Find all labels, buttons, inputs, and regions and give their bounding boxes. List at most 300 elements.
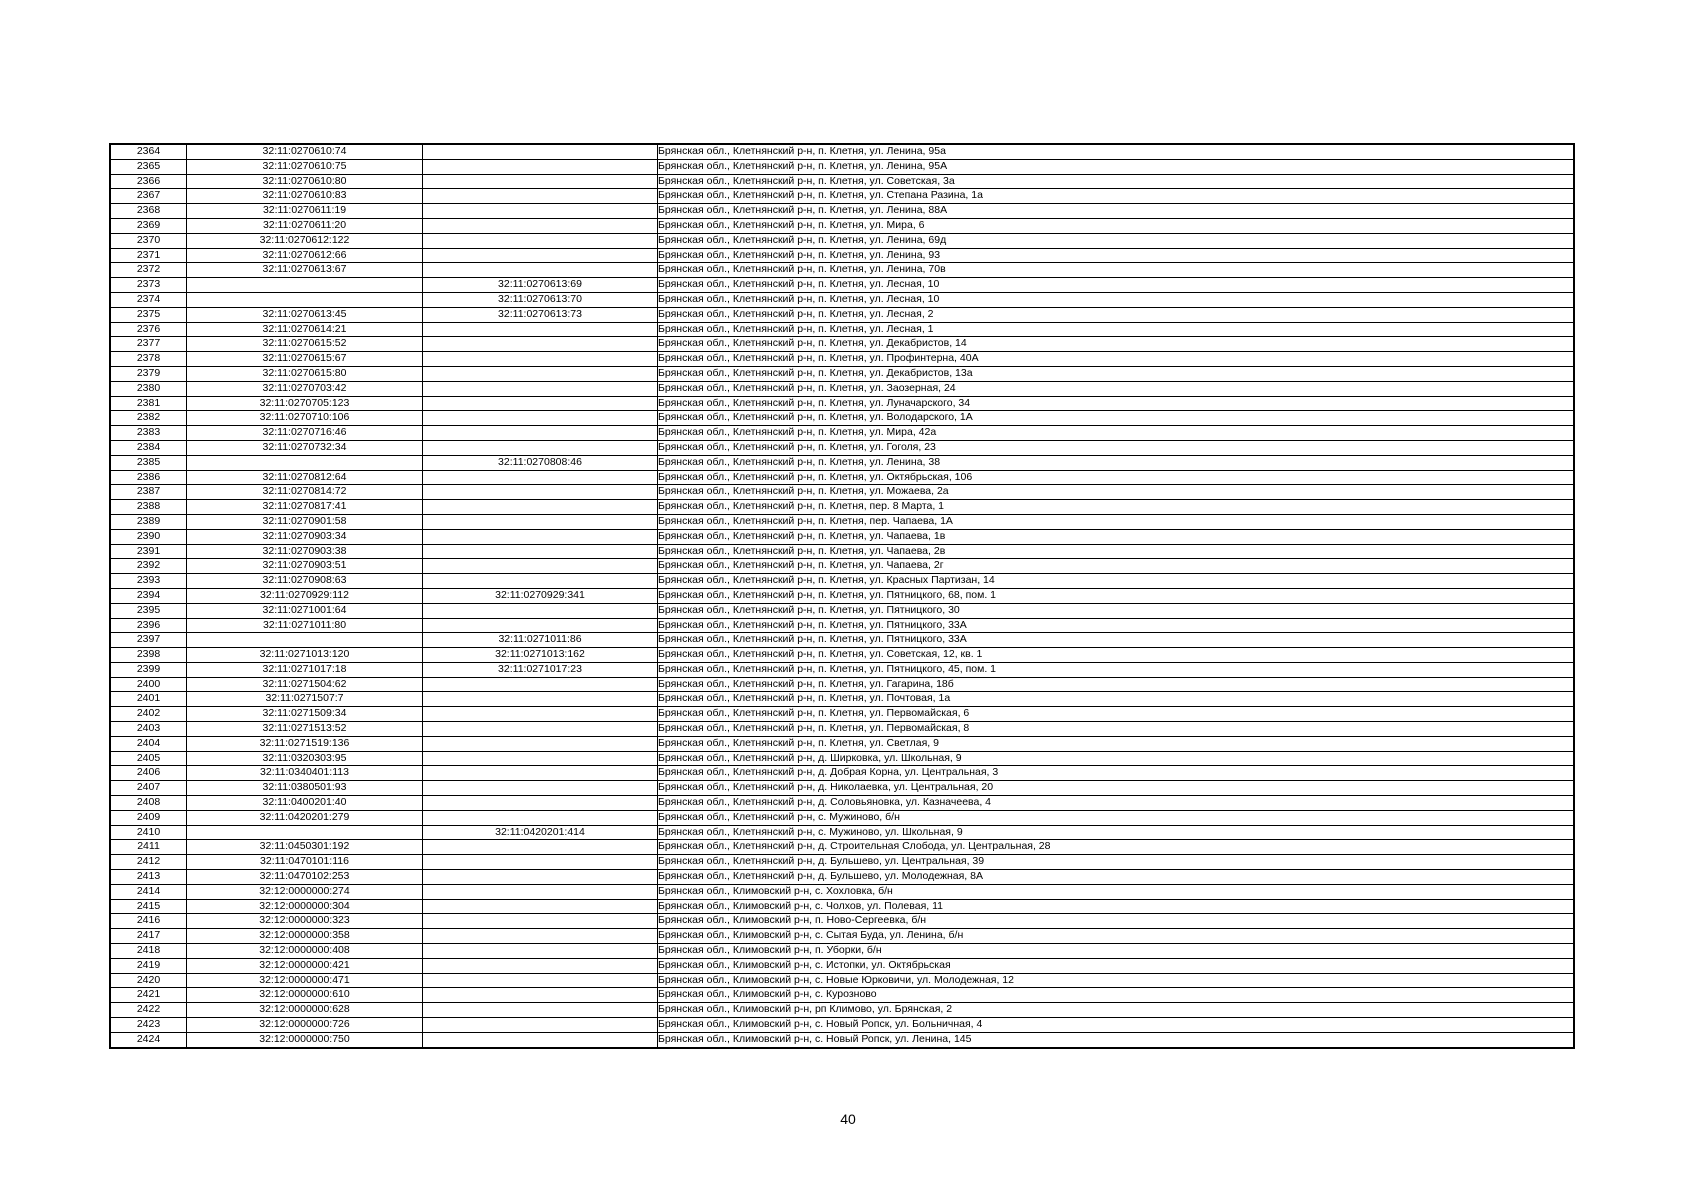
- table-row: [110, 825, 1574, 840]
- table-row: [110, 204, 1574, 219]
- related-cadastral-number-cell: [423, 366, 658, 381]
- table-row: [110, 278, 1574, 293]
- cadastral-number-cell: 32:11:0271013:120: [187, 648, 423, 663]
- table-row: [110, 929, 1574, 944]
- row-number-cell: 2405: [110, 751, 187, 766]
- table-row: [110, 352, 1574, 367]
- address-cell: Брянская обл., Клетнянский р-н, п. Клетня, ул. Декабристов, 13а: [658, 366, 1575, 381]
- cadastral-number-cell: 32:11:0270814:72: [187, 485, 423, 500]
- related-cadastral-number-cell: [423, 411, 658, 426]
- cadastral-number-cell: 32:11:0270615:80: [187, 366, 423, 381]
- address-cell: Брянская обл., Клетнянский р-н, п. Клетня, ул. Почтовая, 1а: [658, 692, 1575, 707]
- cadastral-number-cell: 32:12:0000000:358: [187, 929, 423, 944]
- table-row: [110, 588, 1574, 603]
- row-number-cell: 2385: [110, 455, 187, 470]
- cadastral-number-cell: 32:11:0270611:19: [187, 204, 423, 219]
- table-row: [110, 677, 1574, 692]
- table-row: [110, 470, 1574, 485]
- row-number-cell: 2423: [110, 1018, 187, 1033]
- related-cadastral-number-cell: [423, 618, 658, 633]
- table-row: [110, 1032, 1574, 1047]
- address-cell: Брянская обл., Клетнянский р-н, п. Клетня, ул. Пятницкого, 33А: [658, 618, 1575, 633]
- address-cell: Брянская обл., Клетнянский р-н, п. Клетня, пер. Чапаева, 1А: [658, 514, 1575, 529]
- cadastral-number-cell: [187, 292, 423, 307]
- related-cadastral-number-cell: [423, 1018, 658, 1033]
- address-cell: Брянская обл., Клетнянский р-н, с. Мужиново, ул. Школьная, 9: [658, 825, 1575, 840]
- row-number-cell: 2414: [110, 884, 187, 899]
- related-cadastral-number-cell: [423, 174, 658, 189]
- row-number-cell: 2392: [110, 559, 187, 574]
- address-cell: Брянская обл., Климовский р-н, с. Новый Ропск, ул. Ленина, 145: [658, 1032, 1575, 1047]
- address-cell: Брянская обл., Климовский р-н, рп Климово, ул. Брянская, 2: [658, 1003, 1575, 1018]
- cadastral-number-cell: 32:11:0271001:64: [187, 603, 423, 618]
- related-cadastral-number-cell: [423, 337, 658, 352]
- table-row: [110, 988, 1574, 1003]
- row-number-cell: 2424: [110, 1032, 187, 1047]
- table-row: [110, 233, 1574, 248]
- row-number-cell: 2419: [110, 958, 187, 973]
- row-number-cell: 2367: [110, 189, 187, 204]
- table-row: [110, 263, 1574, 278]
- row-number-cell: 2398: [110, 648, 187, 663]
- table-row: [110, 426, 1574, 441]
- table-row: [110, 144, 1574, 159]
- cadastral-number-cell: [187, 455, 423, 470]
- row-number-cell: 2401: [110, 692, 187, 707]
- address-cell: Брянская обл., Клетнянский р-н, п. Клетня, ул. Лесная, 10: [658, 292, 1575, 307]
- related-cadastral-number-cell: 32:11:0271011:86: [423, 633, 658, 648]
- address-cell: Брянская обл., Клетнянский р-н, п. Клетня, ул. Лесная, 1: [658, 322, 1575, 337]
- table-row: [110, 796, 1574, 811]
- related-cadastral-number-cell: [423, 514, 658, 529]
- related-cadastral-number-cell: [423, 1003, 658, 1018]
- address-cell: Брянская обл., Клетнянский р-н, п. Клетня, ул. Пятницкого, 33А: [658, 633, 1575, 648]
- cadastral-number-cell: 32:11:0270611:20: [187, 218, 423, 233]
- address-cell: Брянская обл., Климовский р-н, с. Новые Юрковичи, ул. Молодежная, 12: [658, 973, 1575, 988]
- cadastral-number-cell: 32:11:0270612:122: [187, 233, 423, 248]
- table-row: [110, 174, 1574, 189]
- address-cell: Брянская обл., Климовский р-н, с. Чолхов, ул. Полевая, 11: [658, 899, 1575, 914]
- cadastral-number-cell: 32:11:0271504:62: [187, 677, 423, 692]
- related-cadastral-number-cell: [423, 248, 658, 263]
- related-cadastral-number-cell: [423, 529, 658, 544]
- related-cadastral-number-cell: [423, 781, 658, 796]
- related-cadastral-number-cell: [423, 914, 658, 929]
- related-cadastral-number-cell: 32:11:0420201:414: [423, 825, 658, 840]
- table-row: [110, 855, 1574, 870]
- row-number-cell: 2408: [110, 796, 187, 811]
- row-number-cell: 2364: [110, 144, 187, 159]
- related-cadastral-number-cell: 32:11:0270613:73: [423, 307, 658, 322]
- row-number-cell: 2406: [110, 766, 187, 781]
- row-number-cell: 2380: [110, 381, 187, 396]
- table-row: [110, 411, 1574, 426]
- cadastral-number-cell: 32:11:0470101:116: [187, 855, 423, 870]
- table-row: [110, 736, 1574, 751]
- table-row: [110, 944, 1574, 959]
- table-row: [110, 218, 1574, 233]
- address-cell: Брянская обл., Клетнянский р-н, п. Клетня, ул. Светлая, 9: [658, 736, 1575, 751]
- row-number-cell: 2402: [110, 707, 187, 722]
- address-cell: Брянская обл., Клетнянский р-н, п. Клетня, ул. Можаева, 2а: [658, 485, 1575, 500]
- cadastral-number-cell: 32:11:0470102:253: [187, 870, 423, 885]
- cadastral-number-cell: 32:11:0270615:67: [187, 352, 423, 367]
- related-cadastral-number-cell: [423, 810, 658, 825]
- row-number-cell: 2388: [110, 500, 187, 515]
- cadastral-number-cell: 32:11:0270610:75: [187, 159, 423, 174]
- related-cadastral-number-cell: [423, 574, 658, 589]
- cadastral-number-cell: 32:12:0000000:628: [187, 1003, 423, 1018]
- address-cell: Брянская обл., Клетнянский р-н, п. Клетня, ул. Луначарского, 34: [658, 396, 1575, 411]
- cadastral-number-cell: 32:11:0271509:34: [187, 707, 423, 722]
- cadastral-number-cell: 32:11:0270903:34: [187, 529, 423, 544]
- related-cadastral-number-cell: [423, 381, 658, 396]
- cadastral-number-cell: 32:11:0270614:21: [187, 322, 423, 337]
- related-cadastral-number-cell: [423, 204, 658, 219]
- related-cadastral-number-cell: [423, 263, 658, 278]
- address-cell: Брянская обл., Клетнянский р-н, п. Клетня, ул. Советская, 3а: [658, 174, 1575, 189]
- address-cell: Брянская обл., Клетнянский р-н, п. Клетня, ул. Лесная, 10: [658, 278, 1575, 293]
- table-row: [110, 307, 1574, 322]
- cadastral-number-cell: 32:12:0000000:726: [187, 1018, 423, 1033]
- related-cadastral-number-cell: [423, 796, 658, 811]
- table-row: [110, 381, 1574, 396]
- address-cell: Брянская обл., Клетнянский р-н, п. Клетня, ул. Чапаева, 2г: [658, 559, 1575, 574]
- table-row: [110, 870, 1574, 885]
- related-cadastral-number-cell: [423, 485, 658, 500]
- related-cadastral-number-cell: [423, 500, 658, 515]
- table-row: [110, 973, 1574, 988]
- related-cadastral-number-cell: [423, 692, 658, 707]
- cadastral-number-cell: [187, 278, 423, 293]
- registry-table-body: [110, 144, 1574, 1048]
- related-cadastral-number-cell: [423, 189, 658, 204]
- table-row: [110, 618, 1574, 633]
- address-cell: Брянская обл., Клетнянский р-н, п. Клетня, ул. Октябрьская, 106: [658, 470, 1575, 485]
- address-cell: Брянская обл., Клетнянский р-н, п. Клетня, ул. Пятницкого, 30: [658, 603, 1575, 618]
- cadastral-number-cell: 32:11:0270610:83: [187, 189, 423, 204]
- row-number-cell: 2384: [110, 440, 187, 455]
- related-cadastral-number-cell: [423, 855, 658, 870]
- row-number-cell: 2397: [110, 633, 187, 648]
- related-cadastral-number-cell: [423, 544, 658, 559]
- row-number-cell: 2379: [110, 366, 187, 381]
- related-cadastral-number-cell: [423, 722, 658, 737]
- row-number-cell: 2391: [110, 544, 187, 559]
- table-row: [110, 707, 1574, 722]
- row-number-cell: 2365: [110, 159, 187, 174]
- table-row: [110, 440, 1574, 455]
- cadastral-number-cell: 32:12:0000000:750: [187, 1032, 423, 1047]
- row-number-cell: 2374: [110, 292, 187, 307]
- row-number-cell: 2378: [110, 352, 187, 367]
- related-cadastral-number-cell: [423, 929, 658, 944]
- row-number-cell: 2412: [110, 855, 187, 870]
- cadastral-number-cell: 32:11:0271507:7: [187, 692, 423, 707]
- row-number-cell: 2376: [110, 322, 187, 337]
- address-cell: Брянская обл., Клетнянский р-н, п. Клетня, ул. Ленина, 70в: [658, 263, 1575, 278]
- address-cell: Брянская обл., Клетнянский р-н, п. Клетня, ул. Красных Партизан, 14: [658, 574, 1575, 589]
- address-cell: Брянская обл., Клетнянский р-н, п. Клетня, ул. Гагарина, 18б: [658, 677, 1575, 692]
- cadastral-number-cell: 32:11:0320303:95: [187, 751, 423, 766]
- cadastral-number-cell: 32:11:0271011:80: [187, 618, 423, 633]
- table-row: [110, 603, 1574, 618]
- address-cell: Брянская обл., Клетнянский р-н, д. Соловьяновка, ул. Казначеева, 4: [658, 796, 1575, 811]
- table-row: [110, 514, 1574, 529]
- row-number-cell: 2386: [110, 470, 187, 485]
- cadastral-number-cell: 32:11:0270901:58: [187, 514, 423, 529]
- address-cell: Брянская обл., Климовский р-н, с. Истопки, ул. Октябрьская: [658, 958, 1575, 973]
- table-row: [110, 648, 1574, 663]
- address-cell: Брянская обл., Климовский р-н, с. Новый Ропск, ул. Больничная, 4: [658, 1018, 1575, 1033]
- cadastral-number-cell: 32:11:0271513:52: [187, 722, 423, 737]
- cadastral-number-cell: 32:12:0000000:323: [187, 914, 423, 929]
- row-number-cell: 2369: [110, 218, 187, 233]
- cadastral-number-cell: 32:11:0270903:51: [187, 559, 423, 574]
- related-cadastral-number-cell: [423, 218, 658, 233]
- related-cadastral-number-cell: [423, 884, 658, 899]
- table-row: [110, 884, 1574, 899]
- address-cell: Брянская обл., Клетнянский р-н, п. Клетня, ул. Чапаева, 1в: [658, 529, 1575, 544]
- related-cadastral-number-cell: [423, 470, 658, 485]
- address-cell: Брянская обл., Клетнянский р-н, д. Бульшево, ул. Центральная, 39: [658, 855, 1575, 870]
- row-number-cell: 2394: [110, 588, 187, 603]
- row-number-cell: 2420: [110, 973, 187, 988]
- table-row: [110, 159, 1574, 174]
- related-cadastral-number-cell: [423, 559, 658, 574]
- table-row: [110, 544, 1574, 559]
- table-row: [110, 722, 1574, 737]
- cadastral-number-cell: 32:11:0340401:113: [187, 766, 423, 781]
- row-number-cell: 2415: [110, 899, 187, 914]
- row-number-cell: 2383: [110, 426, 187, 441]
- table-row: [110, 396, 1574, 411]
- row-number-cell: 2387: [110, 485, 187, 500]
- row-number-cell: 2368: [110, 204, 187, 219]
- related-cadastral-number-cell: [423, 751, 658, 766]
- row-number-cell: 2393: [110, 574, 187, 589]
- cadastral-number-cell: 32:11:0450301:192: [187, 840, 423, 855]
- cadastral-number-cell: 32:12:0000000:304: [187, 899, 423, 914]
- cadastral-number-cell: 32:11:0400201:40: [187, 796, 423, 811]
- cadastral-number-cell: [187, 633, 423, 648]
- row-number-cell: 2403: [110, 722, 187, 737]
- address-cell: Брянская обл., Клетнянский р-н, п. Клетня, ул. Чапаева, 2в: [658, 544, 1575, 559]
- row-number-cell: 2390: [110, 529, 187, 544]
- table-row: [110, 633, 1574, 648]
- cadastral-number-cell: 32:11:0270812:64: [187, 470, 423, 485]
- table-row: [110, 840, 1574, 855]
- related-cadastral-number-cell: [423, 840, 658, 855]
- cadastral-number-cell: 32:11:0420201:279: [187, 810, 423, 825]
- related-cadastral-number-cell: [423, 322, 658, 337]
- cadastral-number-cell: 32:11:0270929:112: [187, 588, 423, 603]
- related-cadastral-number-cell: [423, 677, 658, 692]
- cadastral-number-cell: 32:11:0271017:18: [187, 662, 423, 677]
- address-cell: Брянская обл., Климовский р-н, п. Ново-Сергеевка, б/н: [658, 914, 1575, 929]
- address-cell: Брянская обл., Клетнянский р-н, п. Клетня, ул. Пятницкого, 68, пом. 1: [658, 588, 1575, 603]
- cadastral-number-cell: 32:11:0271519:136: [187, 736, 423, 751]
- address-cell: Брянская обл., Клетнянский р-н, п. Клетня, ул. Профинтерна, 40А: [658, 352, 1575, 367]
- cadastral-number-cell: 32:11:0270732:34: [187, 440, 423, 455]
- cadastral-number-cell: 32:11:0270703:42: [187, 381, 423, 396]
- table-row: [110, 248, 1574, 263]
- address-cell: Брянская обл., Клетнянский р-н, п. Клетня, ул. Ленина, 95а: [658, 144, 1575, 159]
- table-row: [110, 1003, 1574, 1018]
- table-row: [110, 810, 1574, 825]
- address-cell: Брянская обл., Клетнянский р-н, с. Мужиново, б/н: [658, 810, 1575, 825]
- table-row: [110, 899, 1574, 914]
- related-cadastral-number-cell: [423, 973, 658, 988]
- cadastral-number-cell: 32:11:0270705:123: [187, 396, 423, 411]
- cadastral-number-cell: 32:11:0270615:52: [187, 337, 423, 352]
- table-row: [110, 751, 1574, 766]
- address-cell: Брянская обл., Клетнянский р-н, д. Строительная Слобода, ул. Центральная, 28: [658, 840, 1575, 855]
- row-number-cell: 2366: [110, 174, 187, 189]
- related-cadastral-number-cell: [423, 159, 658, 174]
- related-cadastral-number-cell: [423, 426, 658, 441]
- address-cell: Брянская обл., Климовский р-н, п. Уборки, б/н: [658, 944, 1575, 959]
- address-cell: Брянская обл., Клетнянский р-н, п. Клетня, ул. Мира, 42а: [658, 426, 1575, 441]
- cadastral-number-cell: 32:12:0000000:274: [187, 884, 423, 899]
- related-cadastral-number-cell: [423, 352, 658, 367]
- related-cadastral-number-cell: 32:11:0271013:162: [423, 648, 658, 663]
- address-cell: Брянская обл., Клетнянский р-н, п. Клетня, ул. Ленина, 69д: [658, 233, 1575, 248]
- address-cell: Брянская обл., Климовский р-н, с. Курозново: [658, 988, 1575, 1003]
- address-cell: Брянская обл., Клетнянский р-н, п. Клетня, ул. Первомайская, 8: [658, 722, 1575, 737]
- row-number-cell: 2395: [110, 603, 187, 618]
- row-number-cell: 2370: [110, 233, 187, 248]
- cadastral-number-cell: 32:11:0270613:67: [187, 263, 423, 278]
- row-number-cell: 2411: [110, 840, 187, 855]
- related-cadastral-number-cell: [423, 144, 658, 159]
- address-cell: Брянская обл., Клетнянский р-н, п. Клетня, ул. Пятницкого, 45, пом. 1: [658, 662, 1575, 677]
- property-registry-table: [109, 143, 1575, 1049]
- table-row: [110, 574, 1574, 589]
- table-row: [110, 322, 1574, 337]
- table-row: [110, 455, 1574, 470]
- row-number-cell: 2409: [110, 810, 187, 825]
- cadastral-number-cell: 32:11:0270908:63: [187, 574, 423, 589]
- related-cadastral-number-cell: [423, 707, 658, 722]
- table-row: [110, 485, 1574, 500]
- cadastral-number-cell: 32:11:0270610:74: [187, 144, 423, 159]
- related-cadastral-number-cell: [423, 944, 658, 959]
- address-cell: Брянская обл., Клетнянский р-н, п. Клетня, ул. Ленина, 93: [658, 248, 1575, 263]
- row-number-cell: 2421: [110, 988, 187, 1003]
- related-cadastral-number-cell: [423, 988, 658, 1003]
- row-number-cell: 2400: [110, 677, 187, 692]
- row-number-cell: 2377: [110, 337, 187, 352]
- row-number-cell: 2422: [110, 1003, 187, 1018]
- cadastral-number-cell: 32:11:0270612:66: [187, 248, 423, 263]
- table-row: [110, 766, 1574, 781]
- page-number: 40: [840, 1111, 856, 1127]
- table-row: [110, 1018, 1574, 1033]
- cadastral-number-cell: 32:12:0000000:471: [187, 973, 423, 988]
- related-cadastral-number-cell: [423, 958, 658, 973]
- address-cell: Брянская обл., Клетнянский р-н, д. Ширковка, ул. Школьная, 9: [658, 751, 1575, 766]
- row-number-cell: 2372: [110, 263, 187, 278]
- cadastral-number-cell: 32:12:0000000:610: [187, 988, 423, 1003]
- address-cell: Брянская обл., Клетнянский р-н, п. Клетня, ул. Декабристов, 14: [658, 337, 1575, 352]
- table-row: [110, 559, 1574, 574]
- related-cadastral-number-cell: 32:11:0270613:70: [423, 292, 658, 307]
- row-number-cell: 2413: [110, 870, 187, 885]
- row-number-cell: 2373: [110, 278, 187, 293]
- table-row: [110, 529, 1574, 544]
- table-row: [110, 292, 1574, 307]
- table-row: [110, 692, 1574, 707]
- table-row: [110, 189, 1574, 204]
- address-cell: Брянская обл., Клетнянский р-н, д. Бульшево, ул. Молодежная, 8А: [658, 870, 1575, 885]
- address-cell: Брянская обл., Клетнянский р-н, п. Клетня, ул. Володарского, 1А: [658, 411, 1575, 426]
- cadastral-number-cell: 32:12:0000000:421: [187, 958, 423, 973]
- row-number-cell: 2418: [110, 944, 187, 959]
- cadastral-number-cell: 32:11:0380501:93: [187, 781, 423, 796]
- address-cell: Брянская обл., Клетнянский р-н, п. Клетня, ул. Мира, 6: [658, 218, 1575, 233]
- address-cell: Брянская обл., Клетнянский р-н, п. Клетня, ул. Советская, 12, кв. 1: [658, 648, 1575, 663]
- row-number-cell: 2396: [110, 618, 187, 633]
- table-row: [110, 958, 1574, 973]
- address-cell: Брянская обл., Клетнянский р-н, п. Клетня, ул. Гоголя, 23: [658, 440, 1575, 455]
- related-cadastral-number-cell: [423, 1032, 658, 1047]
- address-cell: Брянская обл., Клетнянский р-н, п. Клетня, ул. Ленина, 38: [658, 455, 1575, 470]
- related-cadastral-number-cell: [423, 396, 658, 411]
- row-number-cell: 2371: [110, 248, 187, 263]
- address-cell: Брянская обл., Клетнянский р-н, п. Клетня, ул. Ленина, 88А: [658, 204, 1575, 219]
- table-row: [110, 781, 1574, 796]
- related-cadastral-number-cell: [423, 603, 658, 618]
- row-number-cell: 2382: [110, 411, 187, 426]
- cadastral-number-cell: [187, 825, 423, 840]
- related-cadastral-number-cell: [423, 870, 658, 885]
- cadastral-number-cell: 32:11:0270903:38: [187, 544, 423, 559]
- related-cadastral-number-cell: 32:11:0271017:23: [423, 662, 658, 677]
- table-row: [110, 500, 1574, 515]
- related-cadastral-number-cell: [423, 766, 658, 781]
- table-row: [110, 337, 1574, 352]
- cadastral-number-cell: 32:11:0270817:41: [187, 500, 423, 515]
- row-number-cell: 2375: [110, 307, 187, 322]
- row-number-cell: 2410: [110, 825, 187, 840]
- address-cell: Брянская обл., Клетнянский р-н, п. Клетня, ул. Ленина, 95А: [658, 159, 1575, 174]
- related-cadastral-number-cell: [423, 736, 658, 751]
- table-row: [110, 662, 1574, 677]
- related-cadastral-number-cell: [423, 233, 658, 248]
- address-cell: Брянская обл., Клетнянский р-н, п. Клетня, ул. Первомайская, 6: [658, 707, 1575, 722]
- row-number-cell: 2417: [110, 929, 187, 944]
- related-cadastral-number-cell: 32:11:0270613:69: [423, 278, 658, 293]
- cadastral-number-cell: 32:11:0270710:106: [187, 411, 423, 426]
- address-cell: Брянская обл., Клетнянский р-н, д. Николаевка, ул. Центральная, 20: [658, 781, 1575, 796]
- address-cell: Брянская обл., Клетнянский р-н, д. Добрая Корна, ул. Центральная, 3: [658, 766, 1575, 781]
- row-number-cell: 2389: [110, 514, 187, 529]
- related-cadastral-number-cell: [423, 899, 658, 914]
- row-number-cell: 2416: [110, 914, 187, 929]
- cadastral-number-cell: 32:11:0270716:46: [187, 426, 423, 441]
- row-number-cell: 2399: [110, 662, 187, 677]
- row-number-cell: 2381: [110, 396, 187, 411]
- address-cell: Брянская обл., Клетнянский р-н, п. Клетня, ул. Заозерная, 24: [658, 381, 1575, 396]
- cadastral-number-cell: 32:11:0270610:80: [187, 174, 423, 189]
- cadastral-number-cell: 32:11:0270613:45: [187, 307, 423, 322]
- row-number-cell: 2407: [110, 781, 187, 796]
- address-cell: Брянская обл., Клетнянский р-н, п. Клетня, ул. Лесная, 2: [658, 307, 1575, 322]
- related-cadastral-number-cell: 32:11:0270929:341: [423, 588, 658, 603]
- address-cell: Брянская обл., Клетнянский р-н, п. Клетня, пер. 8 Марта, 1: [658, 500, 1575, 515]
- table-row: [110, 914, 1574, 929]
